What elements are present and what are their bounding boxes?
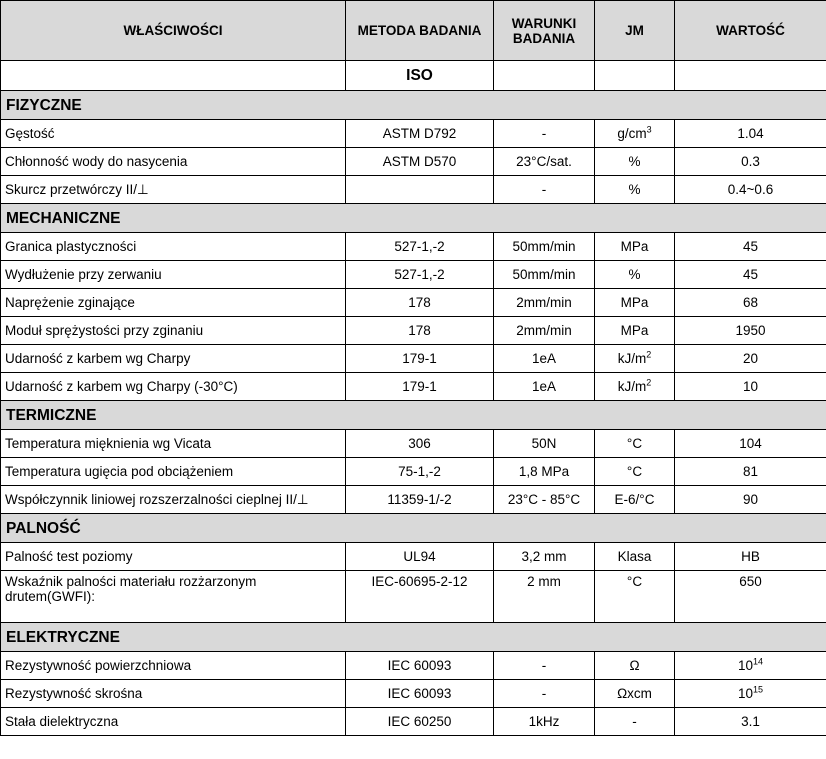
table-row bbox=[1, 233, 826, 261]
test-conditions-cell bbox=[494, 430, 595, 458]
unit-cell bbox=[595, 345, 675, 373]
test-conditions-cell bbox=[494, 708, 595, 736]
test-conditions-cell bbox=[494, 233, 595, 261]
test-conditions: - bbox=[541, 686, 547, 701]
property-value: 81 bbox=[742, 464, 759, 479]
section-title: TERMICZNE bbox=[1, 401, 826, 430]
test-conditions: 50N bbox=[531, 436, 557, 451]
unit: °C bbox=[626, 436, 643, 451]
test-method-cell bbox=[346, 458, 494, 486]
standard-empty-cell bbox=[1, 61, 346, 91]
property-value: 1.04 bbox=[737, 126, 764, 141]
table-row bbox=[1, 261, 826, 289]
property-value: 45 bbox=[742, 239, 759, 254]
test-method-cell bbox=[346, 373, 494, 401]
test-conditions: - bbox=[541, 126, 547, 141]
table-row bbox=[1, 289, 826, 317]
property-name: Temperatura ugięcia pod obciążeniem bbox=[5, 464, 234, 479]
property-name-cell bbox=[1, 486, 346, 514]
property-name-cell bbox=[1, 543, 346, 571]
test-method: IEC 60250 bbox=[387, 714, 452, 729]
table-row bbox=[1, 543, 826, 571]
property-value-superscript: 14 bbox=[753, 656, 764, 667]
test-conditions-cell bbox=[494, 652, 595, 680]
unit-cell bbox=[595, 120, 675, 148]
property-value-superscript: 15 bbox=[753, 684, 764, 695]
property-value: HB bbox=[741, 549, 760, 564]
property-name-cell bbox=[1, 680, 346, 708]
property-name-cell bbox=[1, 176, 346, 204]
test-method: 179-1 bbox=[402, 351, 437, 366]
header-properties: WŁAŚCIWOŚCI bbox=[1, 1, 346, 61]
table-row bbox=[1, 430, 826, 458]
unit: kJ/m bbox=[617, 379, 647, 394]
test-conditions-cell bbox=[494, 680, 595, 708]
property-value: 104 bbox=[739, 436, 762, 451]
unit: kJ/m bbox=[617, 351, 647, 366]
property-name-cell bbox=[1, 430, 346, 458]
unit: °C bbox=[626, 464, 643, 479]
unit-cell bbox=[595, 261, 675, 289]
test-conditions: 3,2 mm bbox=[521, 549, 567, 564]
test-method-cell bbox=[346, 261, 494, 289]
unit-cell bbox=[595, 680, 675, 708]
property-name: Wydłużenie przy zerwaniu bbox=[5, 267, 162, 282]
property-name: Naprężenie zginające bbox=[5, 295, 135, 310]
test-method-cell bbox=[346, 120, 494, 148]
unit-cell bbox=[595, 458, 675, 486]
property-value: 45 bbox=[742, 267, 759, 282]
property-value-cell bbox=[675, 317, 826, 345]
test-conditions: 1,8 MPa bbox=[518, 464, 570, 479]
unit-cell bbox=[595, 233, 675, 261]
property-name: Skurcz przetwórczy II/⊥ bbox=[5, 182, 149, 197]
test-method-cell bbox=[346, 571, 494, 623]
test-conditions-cell bbox=[494, 176, 595, 204]
test-conditions: - bbox=[541, 182, 547, 197]
property-name-cell bbox=[1, 148, 346, 176]
property-value: 10 bbox=[737, 658, 753, 673]
test-method-cell bbox=[346, 148, 494, 176]
property-name: Moduł sprężystości przy zginaniu bbox=[5, 323, 204, 338]
section-header-row bbox=[1, 204, 826, 233]
header-value: WARTOŚĆ bbox=[675, 1, 826, 61]
property-value-cell bbox=[675, 120, 826, 148]
property-value-cell bbox=[675, 652, 826, 680]
property-value: 20 bbox=[742, 351, 759, 366]
test-conditions: 2mm/min bbox=[516, 295, 572, 310]
property-name: Udarność z karbem wg Charpy bbox=[5, 351, 191, 366]
test-method-cell bbox=[346, 652, 494, 680]
header-test-conditions: WARUNKI BADANIA bbox=[494, 1, 595, 61]
unit-cell bbox=[595, 373, 675, 401]
test-conditions-cell bbox=[494, 120, 595, 148]
test-method: 179-1 bbox=[402, 379, 437, 394]
property-name: Współczynnik liniowej rozszerzalności cieplnej II/⊥ bbox=[5, 492, 309, 507]
unit: MPa bbox=[620, 295, 649, 310]
test-method-cell bbox=[346, 543, 494, 571]
unit: % bbox=[628, 154, 641, 169]
property-name: Udarność z karbem wg Charpy (-30°C) bbox=[5, 379, 238, 394]
test-method: 178 bbox=[408, 323, 431, 338]
table-row bbox=[1, 373, 826, 401]
section-title: FIZYCZNE bbox=[1, 91, 826, 120]
test-conditions-cell bbox=[494, 289, 595, 317]
test-method-cell bbox=[346, 345, 494, 373]
test-conditions: 50mm/min bbox=[512, 239, 576, 254]
unit: MPa bbox=[620, 239, 649, 254]
property-name-cell bbox=[1, 261, 346, 289]
unit-cell bbox=[595, 708, 675, 736]
table-row bbox=[1, 176, 826, 204]
section-title: MECHANICZNE bbox=[1, 204, 826, 233]
section-title: PALNOŚĆ bbox=[1, 514, 826, 543]
property-value-cell bbox=[675, 261, 826, 289]
property-name: Rezystywność powierzchniowa bbox=[5, 658, 192, 673]
test-method-cell bbox=[346, 680, 494, 708]
property-value: 1950 bbox=[735, 323, 766, 338]
unit: % bbox=[628, 182, 641, 197]
section-header-row bbox=[1, 623, 826, 652]
property-value-cell bbox=[675, 708, 826, 736]
table-row bbox=[1, 120, 826, 148]
test-method: IEC 60093 bbox=[387, 658, 452, 673]
property-name-cell bbox=[1, 233, 346, 261]
test-method: ASTM D792 bbox=[382, 126, 457, 141]
test-conditions: - bbox=[541, 658, 547, 673]
property-name-cell bbox=[1, 373, 346, 401]
test-conditions: 23°C/sat. bbox=[516, 154, 572, 169]
test-conditions: 2mm/min bbox=[516, 323, 572, 338]
test-method: UL94 bbox=[403, 549, 436, 564]
property-value: 68 bbox=[742, 295, 759, 310]
test-conditions-cell bbox=[494, 571, 595, 623]
property-value: 0.3 bbox=[741, 154, 760, 169]
unit: MPa bbox=[620, 323, 649, 338]
header-test-method: METODA BADANIA bbox=[346, 1, 494, 61]
header-row bbox=[1, 1, 826, 61]
test-method-cell bbox=[346, 430, 494, 458]
test-conditions-cell bbox=[494, 261, 595, 289]
unit: - bbox=[632, 714, 637, 729]
standard-row bbox=[1, 61, 826, 91]
test-conditions: 1eA bbox=[531, 351, 557, 366]
unit: E-6/°C bbox=[614, 492, 655, 507]
property-value-cell bbox=[675, 345, 826, 373]
property-name-cell bbox=[1, 458, 346, 486]
unit-cell bbox=[595, 148, 675, 176]
test-method: IEC 60093 bbox=[387, 686, 452, 701]
property-value: 3.1 bbox=[741, 714, 760, 729]
test-method-cell bbox=[346, 486, 494, 514]
test-method-cell bbox=[346, 708, 494, 736]
test-conditions-cell bbox=[494, 458, 595, 486]
test-method: 527-1,-2 bbox=[394, 267, 445, 282]
unit-cell bbox=[595, 317, 675, 345]
test-conditions: 2 mm bbox=[527, 574, 561, 589]
section-header-row bbox=[1, 401, 826, 430]
property-value: 0.4~0.6 bbox=[727, 182, 774, 197]
unit-cell bbox=[595, 571, 675, 623]
standard-empty-cell bbox=[675, 61, 826, 91]
property-value-cell bbox=[675, 148, 826, 176]
test-method-cell bbox=[346, 317, 494, 345]
property-name: Wskaźnik palności materiału rozżarzonym drutem(GWFI): bbox=[5, 574, 257, 604]
test-conditions-cell bbox=[494, 373, 595, 401]
property-value-cell bbox=[675, 486, 826, 514]
property-name: Chłonność wody do nasycenia bbox=[5, 154, 188, 169]
table-row bbox=[1, 317, 826, 345]
table-row bbox=[1, 571, 826, 623]
test-conditions: 1kHz bbox=[528, 714, 560, 729]
property-name: Palność test poziomy bbox=[5, 549, 133, 564]
test-conditions: 1eA bbox=[531, 379, 557, 394]
property-name-cell bbox=[1, 571, 346, 623]
property-value: 10 bbox=[742, 379, 759, 394]
property-name-cell bbox=[1, 345, 346, 373]
property-name: Granica plastyczności bbox=[5, 239, 137, 254]
section-header-row bbox=[1, 91, 826, 120]
test-method-cell bbox=[346, 233, 494, 261]
standard-label: ISO bbox=[346, 61, 494, 91]
unit: g/cm bbox=[617, 126, 647, 141]
property-value-cell bbox=[675, 430, 826, 458]
property-value: 90 bbox=[742, 492, 759, 507]
test-method: 178 bbox=[408, 295, 431, 310]
property-value-cell bbox=[675, 458, 826, 486]
table-row bbox=[1, 652, 826, 680]
property-name-cell bbox=[1, 120, 346, 148]
unit-cell bbox=[595, 652, 675, 680]
unit: Klasa bbox=[617, 549, 652, 564]
property-value-cell bbox=[675, 680, 826, 708]
test-conditions-cell bbox=[494, 543, 595, 571]
property-value-cell bbox=[675, 373, 826, 401]
property-value: 10 bbox=[737, 686, 753, 701]
unit-superscript: 2 bbox=[646, 377, 652, 388]
header-unit: JM bbox=[595, 1, 675, 61]
section-header-row bbox=[1, 514, 826, 543]
property-name: Stała dielektryczna bbox=[5, 714, 119, 729]
unit-cell bbox=[595, 289, 675, 317]
table-row bbox=[1, 458, 826, 486]
test-conditions-cell bbox=[494, 486, 595, 514]
unit-superscript: 2 bbox=[646, 349, 652, 360]
test-conditions-cell bbox=[494, 148, 595, 176]
property-name: Temperatura mięknienia wg Vicata bbox=[5, 436, 212, 451]
property-value-cell bbox=[675, 289, 826, 317]
test-method: 11359-1/-2 bbox=[387, 492, 452, 507]
test-conditions: 23°C - 85°C bbox=[507, 492, 581, 507]
unit: Ωxcm bbox=[617, 686, 652, 701]
table-row bbox=[1, 345, 826, 373]
unit-cell bbox=[595, 430, 675, 458]
property-value-cell bbox=[675, 571, 826, 623]
property-name: Gęstość bbox=[5, 126, 55, 141]
test-method: 75-1,-2 bbox=[398, 464, 441, 479]
test-method-cell bbox=[346, 289, 494, 317]
property-value-cell bbox=[675, 233, 826, 261]
property-name-cell bbox=[1, 317, 346, 345]
test-conditions-cell bbox=[494, 317, 595, 345]
test-method: IEC-60695-2-12 bbox=[371, 574, 468, 589]
property-name-cell bbox=[1, 289, 346, 317]
test-method: 306 bbox=[408, 436, 431, 451]
unit: % bbox=[628, 267, 641, 282]
property-value-cell bbox=[675, 543, 826, 571]
standard-empty-cell bbox=[595, 61, 675, 91]
unit: Ω bbox=[629, 658, 640, 673]
property-name-cell bbox=[1, 708, 346, 736]
unit-superscript: 3 bbox=[646, 124, 652, 135]
test-conditions: 50mm/min bbox=[512, 267, 576, 282]
unit: °C bbox=[626, 574, 643, 589]
test-conditions-cell bbox=[494, 345, 595, 373]
table-row bbox=[1, 708, 826, 736]
property-value-cell bbox=[675, 176, 826, 204]
test-method-cell bbox=[346, 176, 494, 204]
section-title: ELEKTRYCZNE bbox=[1, 623, 826, 652]
property-value: 650 bbox=[739, 574, 762, 589]
test-method: 527-1,-2 bbox=[394, 239, 445, 254]
unit-cell bbox=[595, 486, 675, 514]
table-row bbox=[1, 148, 826, 176]
table-row bbox=[1, 680, 826, 708]
unit-cell bbox=[595, 543, 675, 571]
unit-cell bbox=[595, 176, 675, 204]
property-name: Rezystywność skrośna bbox=[5, 686, 143, 701]
table-row bbox=[1, 486, 826, 514]
property-name-cell bbox=[1, 652, 346, 680]
test-method: ASTM D570 bbox=[382, 154, 457, 169]
standard-empty-cell bbox=[494, 61, 595, 91]
